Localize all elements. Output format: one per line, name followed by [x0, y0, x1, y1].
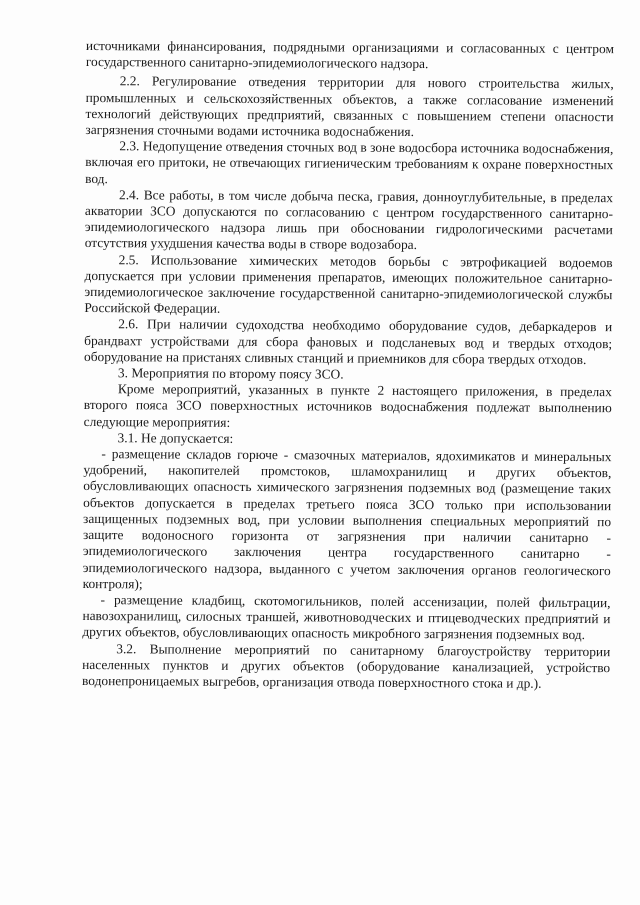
list-item-cemetery-placement: - размещение кладбищ, скотомогильников, полей ассенизации, полей фильтрации, навозохранилищ, силосных траншей, животноводческих и птицеводческих предприятий и других объектов, обусловливающих опасность микробного загрязнения подземных вод. — [82, 592, 611, 643]
paragraph-3-2: 3.2. Выполнение мероприятий по санитарному благоустройству территории населенных пунктов и других объектов (оборудование канализацией, устройство водонепроницаемых выгребов, организация отвода поверхностного стока и др.). — [82, 640, 611, 691]
paragraph-2-2: 2.2. Регулирование отведения территории для нового строительства жилых, промышленных и сельскохозяйственных объектов, а также согласование изменений технологий действующих предприятий, связанных с повышением степени опасности загрязнения сточными водами источника водоснабжения. — [85, 73, 614, 140]
paragraph-section-3-intro: Кроме мероприятий, указанных в пункте 2 настоящего приложения, в пределах второго пояса ЗСО поверхностных источников водоснабжения подлежат выполнению следующие мероприятия: — [83, 381, 612, 430]
paragraph-continuation: источниками финансирования, подрядными организациями и согласованных с центром государственного санитарно-эпидемиологического надзора. — [85, 38, 614, 72]
paragraph-2-3: 2.3. Недопущение отведения сточных вод в зоне водосбора источника водоснабжения, включая его притоки, не отвечающих гигиеническим требованиям к охране поверхностных вод. — [85, 138, 614, 186]
paragraph-3-1-heading: 3.1. Не допускается: — [117, 430, 234, 446]
list-item-storage-placement: - размещение складов горюче - смазочных материалов, ядохимикатов и минеральных удобрений, накопителей промстоков, шламохранилищ и других объектов, обусловливающих опасность химического загрязнения подземных вод (размещение таких объектов допускается в пределах третьего пояса ЗСО только при использовании защищенных подземных вод, при условии выполнения специальных мероприятий по защите водоносного горизонта от загрязнения при наличии санитарно - эпидемиологического заключения центра государственного санитарно - эпидемиологического надзора, выданного с учетом заключения органов геологического контроля); — [82, 446, 612, 592]
document-body — [82, 38, 614, 692]
paragraph-2-4: 2.4. Все работы, в том числе добыча песка, гравия, донноуглубительные, в пределах акватории ЗСО допускаются по согласованию с центром государственного санитарно-эпидемиологического надзора лишь при обосновании гидрологическими расчетами отсутствия ухудшения качества воды в створе водозабора. — [84, 187, 614, 253]
section-3-heading: 3. Мероприятия по второму поясу ЗСО. — [117, 365, 344, 382]
paragraph-2-6: 2.6. При наличии судоходства необходимо оборудование судов, дебаркадеров и брандвахт устройствами для сбора фановых и подсланевых вод и твердых отходов; оборудование на пристанях сливных станций и приемников для сбора твердых отходов. — [84, 316, 613, 367]
paragraph-2-5: 2.5. Использование химических методов борьбы с эвтрофикацией водоемов допускается при условии применения препаратов, имеющих положительное санитарно-эпидемиологическое заключение государственной санитарно-эпидемиологической службы Российской Федерации. — [84, 251, 613, 317]
